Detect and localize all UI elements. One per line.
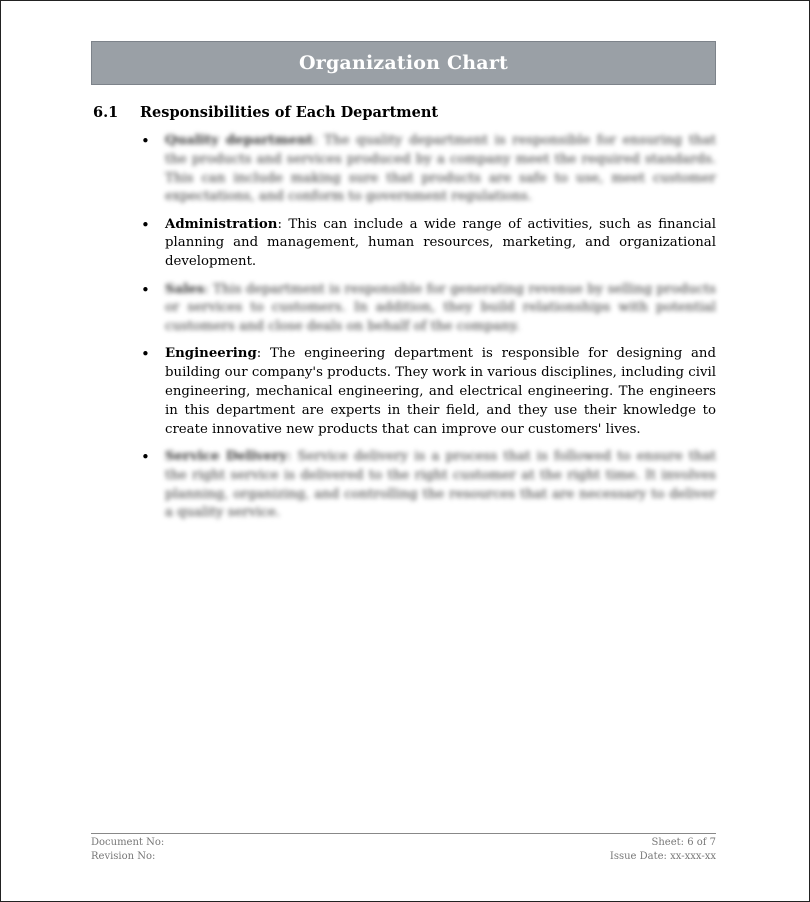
list-item-administration xyxy=(141,216,716,272)
list-item-text: : The quality department is responsible for ensuring that the products and services produced by a company meet the required standards. This can include making sure that products are safe to use, meet customer expectations, and conform to government regulations. xyxy=(165,133,716,205)
title-banner xyxy=(91,41,716,85)
page-title: Organization Chart xyxy=(298,52,509,74)
list-item-text: : This can include a wide range of activities, such as financial planning and management, human resources, marketing, and organizational development. xyxy=(165,216,716,270)
list-item-quality xyxy=(141,132,716,207)
list-item-term: Service Delivery xyxy=(165,448,287,464)
document-number-label: Document No: xyxy=(91,837,165,848)
list-item-text: : Service delivery is a process that is followed to ensure that the right service is delivered to the right customer at the right time. It involves planning, organizing, and controlling the resources that are necessary to deliver a quality service. xyxy=(165,448,716,521)
bullet-icon: • xyxy=(141,215,150,234)
list-item-body xyxy=(165,448,716,523)
list-item-term: Quality department xyxy=(165,133,314,148)
list-item-text: : This department is responsible for generating revenue by selling products or services to customers. In addition, they build relationships with potential customers and close deals on behalf of the company. xyxy=(165,281,716,335)
bullet-icon: • xyxy=(141,345,150,364)
bullet-icon: • xyxy=(141,447,150,466)
section-title: Responsibilities of Each Department xyxy=(140,104,439,121)
list-item-engineering xyxy=(141,345,716,439)
list-item-body xyxy=(165,281,716,337)
sheet-number: Sheet: 6 of 7 xyxy=(651,837,716,848)
section-heading xyxy=(93,104,438,121)
list-item-body xyxy=(165,216,716,272)
list-item-term: Engineering xyxy=(165,346,257,362)
footer-row-bottom xyxy=(91,850,716,864)
section-number: 6.1 xyxy=(93,104,119,121)
list-item-body xyxy=(165,345,716,439)
bullet-icon: • xyxy=(141,132,150,150)
page-footer xyxy=(91,833,716,864)
list-item-body xyxy=(165,132,716,207)
issue-date: Issue Date: xx-xxx-xx xyxy=(609,851,716,862)
footer-row-top xyxy=(91,836,716,850)
list-item-term: Sales xyxy=(165,281,205,297)
responsibilities-list xyxy=(141,132,716,532)
list-item-term: Administration xyxy=(165,216,278,232)
bullet-icon: • xyxy=(141,280,150,299)
list-item-text: : The engineering department is responsible for designing and building our company's products. They work in various disciplines, including civil engineering, mechanical engineering, and electrical engineering. The engineers in this department are experts in their field, and they use their knowledge to create innovative new products that can improve our customers' lives. xyxy=(165,346,716,437)
list-item-service-delivery xyxy=(141,448,716,523)
list-item-sales xyxy=(141,281,716,337)
revision-number-label: Revision No: xyxy=(91,851,156,862)
